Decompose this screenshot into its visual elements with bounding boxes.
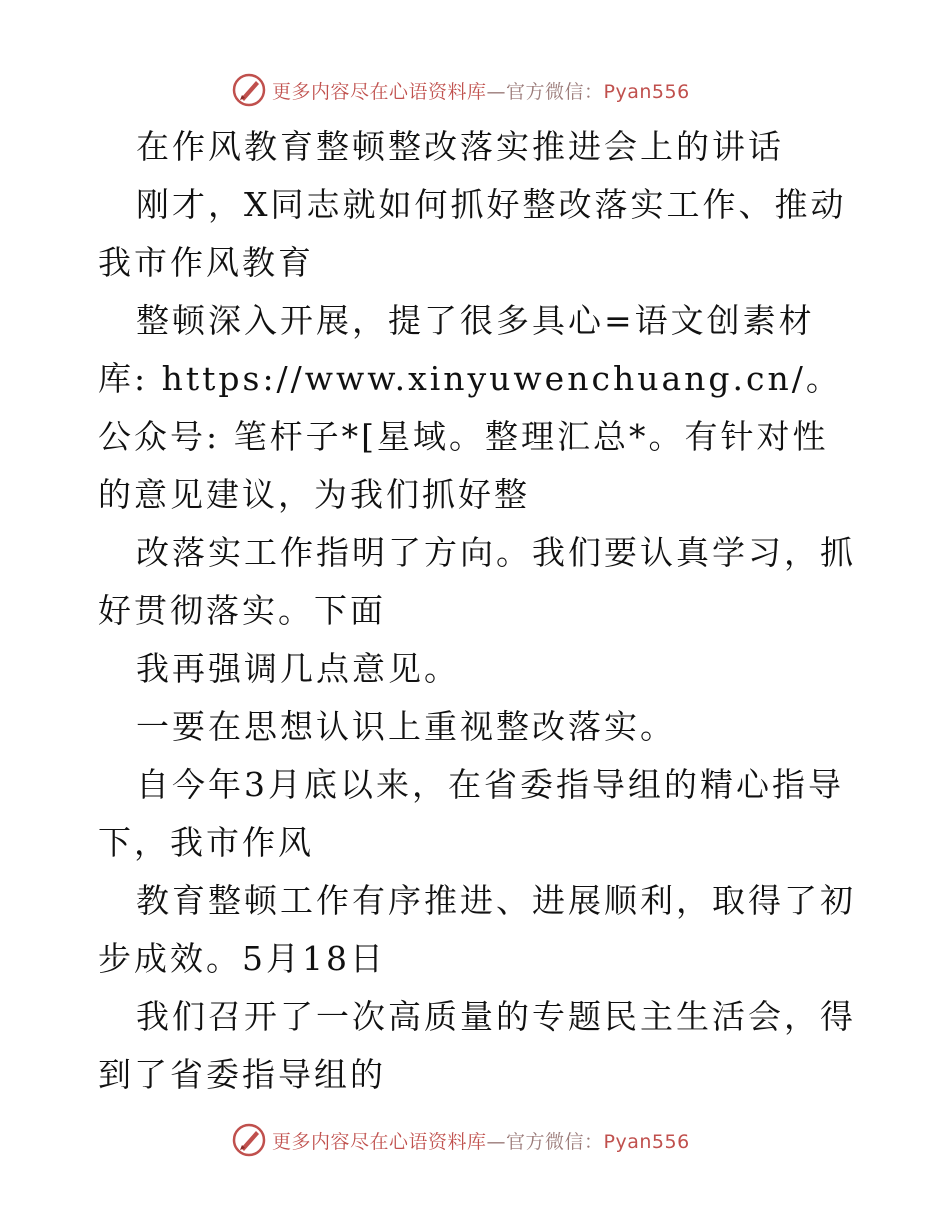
- header-wechat-id: Pyan556: [603, 80, 690, 103]
- footer-dash: —: [486, 1130, 507, 1153]
- paragraph: 我再强调几点意见。: [136, 649, 460, 688]
- quill-pen-logo-icon: [232, 73, 266, 107]
- header-promo-text: 更多内容尽在心语资料库: [272, 80, 487, 103]
- paragraph: 改落实工作指明了方向。我们要认真学习，抓好贯彻落实。下面: [98, 533, 856, 630]
- paragraph: 教育整顿工作有序推进、进展顺利，取得了初步成效。5月18日: [98, 881, 856, 978]
- header-banner-text: [272, 77, 690, 104]
- footer-banner[interactable]: [232, 1120, 752, 1160]
- footer-banner-text: [272, 1127, 690, 1154]
- document-body: [98, 118, 858, 1104]
- header-official-label: 官方微信：: [506, 80, 604, 103]
- paragraph: 我们召开了一次高质量的专题民主生活会，得到了省委指导组的: [98, 997, 856, 1094]
- paragraph: 自今年3月底以来，在省委指导组的精心指导下，我市作风: [98, 765, 844, 862]
- footer-wechat-id: Pyan556: [603, 1130, 690, 1153]
- footer-promo-text: 更多内容尽在心语资料库: [272, 1130, 487, 1153]
- section-heading: 一要在思想认识上重视整改落实。: [136, 707, 676, 746]
- paragraph: 刚才，X同志就如何抓好整改落实工作、推动我市作风教育: [98, 185, 847, 282]
- document-title: 在作风教育整顿整改落实推进会上的讲话: [136, 127, 784, 166]
- paragraph: 整顿深入开展，提了很多具心=语文创素材库: https://www.xinyuwenchuang.cn/。公众号: 笔杆子*[星域。整理汇总*。有针对性的意见建议，为我们抓好整: [98, 301, 842, 514]
- header-dash: —: [486, 80, 507, 103]
- quill-pen-logo-icon: [232, 1123, 266, 1157]
- footer-official-label: 官方微信：: [506, 1130, 604, 1153]
- header-banner[interactable]: [232, 70, 752, 110]
